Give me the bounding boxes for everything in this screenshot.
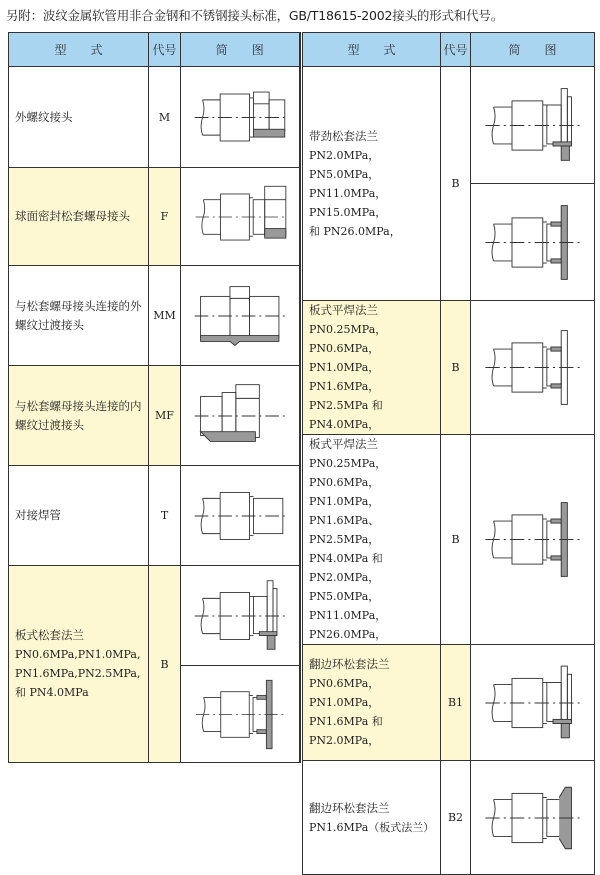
fitting-drawing-cell <box>471 645 595 761</box>
table-row <box>9 168 300 266</box>
fitting-name: 板式平焊法兰 <box>309 303 378 317</box>
table-row <box>9 266 300 366</box>
fitting-drawing-cell <box>181 666 300 763</box>
fitting-type <box>303 435 441 645</box>
pressure-rating: PN1.6MPa,PN2.5MPa, <box>15 667 141 680</box>
fitting-drawing-cell <box>181 566 300 666</box>
fitting-code: MF <box>149 366 181 466</box>
table-row <box>303 435 595 645</box>
fitting-table-right <box>302 32 595 875</box>
fitting-drawing-cell <box>181 366 300 466</box>
pressure-rating: PN1.0MPa，PN1.6MPa， <box>309 361 380 393</box>
table-row <box>9 67 300 168</box>
collar-flange-drawing <box>471 185 594 300</box>
fitting-name: 板式松套法兰 <box>15 628 84 642</box>
fitting-code: B1 <box>441 645 471 761</box>
fitting-code: B <box>441 67 471 301</box>
fitting-name: 翻边环松套法兰 <box>309 657 390 671</box>
fitting-type <box>303 645 441 761</box>
pressure-rating: PN11.0MPa，PN26.0MPa， <box>309 609 387 641</box>
pressure-rating: PN1.6MPa 和 PN2.0MPa， <box>309 715 383 747</box>
fitting-type <box>303 301 441 435</box>
fitting-type <box>9 168 149 266</box>
slip-on-flange-drawing <box>471 311 594 424</box>
pressure-rating: PN1.0MPa，PN1.6MPa、 <box>309 495 380 527</box>
male-thread-fitting-drawing <box>181 68 299 167</box>
pressure-rating: 和 PN26.0MPa， <box>309 224 401 238</box>
header-drawing: 简 图 <box>471 33 595 67</box>
pressure-rating: PN2.5MPa 和 PN4.0MPa， <box>309 399 383 431</box>
pressure-rating: PN1.6MPa（板式法兰） <box>309 820 435 834</box>
table-row <box>9 466 300 566</box>
fitting-type <box>303 67 441 301</box>
pressure-rating: PN2.0MPa，PN5.0MPa， <box>309 571 380 603</box>
fitting-table-left <box>8 32 301 763</box>
table-row <box>303 645 595 761</box>
pressure-rating: PN0.25MPa，PN0.6MPa， <box>309 457 387 489</box>
loose-flange-drawing <box>471 68 594 183</box>
table-header <box>9 33 300 67</box>
male-adapter-drawing <box>181 267 299 365</box>
fitting-name: 与松套螺母接头连接的外螺纹过渡接头 <box>15 298 142 332</box>
fitting-code: T <box>149 466 181 566</box>
fitting-type <box>9 566 149 763</box>
table-row <box>303 761 595 875</box>
fitting-name: 板式平焊法兰 <box>309 437 378 451</box>
pressure-rating: PN11.0MPa，PN15.0MPa， <box>309 186 387 219</box>
fitting-drawing-cell <box>471 184 595 301</box>
fitting-type <box>303 761 441 875</box>
fitting-code: F <box>149 168 181 266</box>
pressure-rating: 和 PN4.0MPa <box>15 686 89 699</box>
fitting-drawing-cell <box>471 761 595 875</box>
fitting-name: 与松套螺母接头连接的内螺纹过渡接头 <box>15 398 142 432</box>
header-code: 代号 <box>441 33 471 67</box>
collar-flange-drawing <box>181 667 299 762</box>
fitting-drawing-cell <box>181 168 300 266</box>
table-row <box>9 566 300 666</box>
fitting-type <box>9 266 149 366</box>
collar-flange-drawing <box>471 482 594 597</box>
female-adapter-drawing <box>181 367 299 465</box>
fitting-drawing-cell <box>471 435 595 645</box>
fitting-type <box>9 366 149 466</box>
header-drawing: 简 图 <box>181 33 300 67</box>
loose-flange-drawing <box>471 646 594 760</box>
pressure-rating: PN0.25MPa，PN0.6MPa， <box>309 323 387 355</box>
fitting-code: B <box>441 301 471 435</box>
butt-weld-drawing <box>181 467 299 565</box>
header-code: 代号 <box>149 33 181 67</box>
fitting-type <box>9 67 149 168</box>
loose-flange-drawing <box>181 567 299 665</box>
pressure-rating: PN0.6MPa,PN1.0MPa, <box>15 648 141 661</box>
fitting-drawing-cell <box>181 466 300 566</box>
fitting-name: 外螺纹接头 <box>15 109 73 124</box>
fitting-type <box>9 466 149 566</box>
fitting-code: M <box>149 67 181 168</box>
table-row <box>9 366 300 466</box>
header-type: 型 式 <box>303 33 441 67</box>
fitting-code: B <box>149 566 181 763</box>
fitting-name: 对接焊管 <box>15 508 61 522</box>
table-row <box>303 301 595 435</box>
fitting-drawing-cell <box>471 301 595 435</box>
lap-joint-flange-drawing <box>471 762 594 874</box>
fitting-name: 翻边环松套法兰 <box>309 800 390 815</box>
fitting-drawing-cell <box>181 67 300 168</box>
swivel-nut-fitting-drawing <box>181 169 299 265</box>
pressure-rating: PN2.0MPa，PN5.0MPa， <box>309 148 380 181</box>
fitting-drawing-cell <box>181 266 300 366</box>
fitting-name: 带劲松套法兰 <box>309 128 378 143</box>
fitting-code: MM <box>149 266 181 366</box>
pressure-rating: PN0.6MPa，PN1.0MPa， <box>309 677 380 709</box>
header-type: 型 式 <box>9 33 149 67</box>
page-title: 另附：波纹金属软管用非合金钢和不锈钢接头标准，GB/T18615-2002接头的形式和代号。 <box>6 8 503 23</box>
fitting-code: B <box>441 435 471 645</box>
fitting-code: B2 <box>441 761 471 875</box>
table-header <box>303 33 595 67</box>
pressure-rating: PN2.5MPa，PN4.0MPa 和 <box>309 533 383 565</box>
table-row <box>303 67 595 184</box>
fitting-name: 球面密封松套螺母接头 <box>15 209 130 223</box>
fitting-drawing-cell <box>471 67 595 184</box>
